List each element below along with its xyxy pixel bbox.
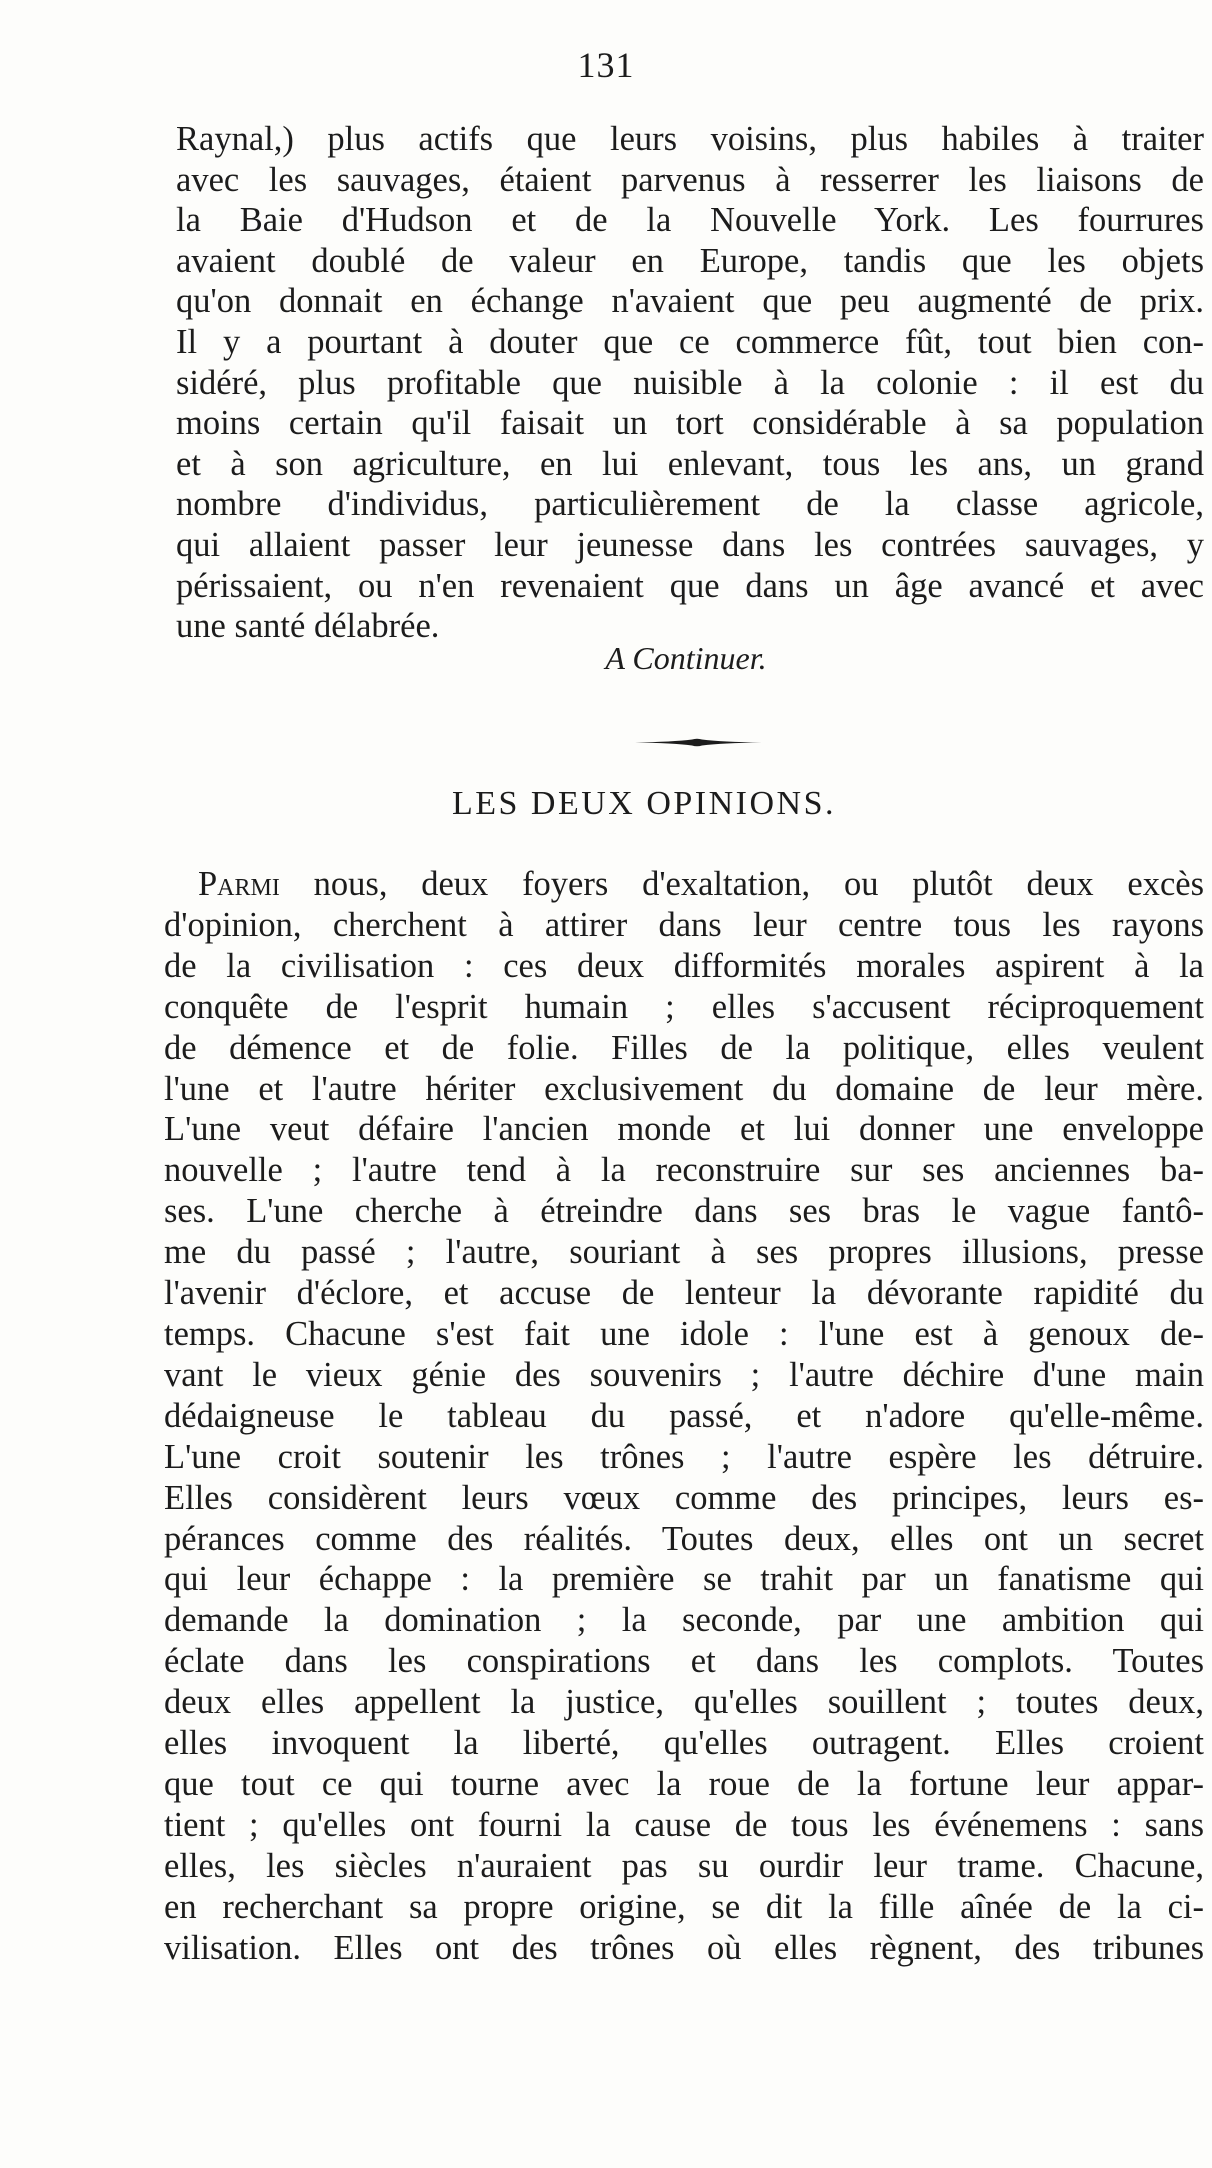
continued-text-line: qu'on donnait en échange n'avaient que peu augmenté de prix.	[176, 282, 1204, 321]
article-text-line: me du passé ; l'autre, souriant à ses propres illusions, presse	[164, 1233, 1204, 1272]
continued-text-line: Raynal,) plus actifs que leurs voisins, plus habiles à traiter	[176, 120, 1204, 158]
section-divider-ornament	[632, 738, 762, 747]
article-text-line: de la civilisation : ces deux difformités morales aspirent à la	[164, 946, 1204, 985]
continued-text-line: nombre d'individus, particulièrement de la classe agricole,	[176, 485, 1204, 524]
to-be-continued-note: A Continuer.	[605, 640, 767, 676]
article-text-line: Elles considèrent leurs vœux comme des principes, leurs es-	[164, 1478, 1204, 1517]
article-body	[164, 864, 1204, 1968]
article-text-line: de démence et de folie. Filles de la politique, elles veulent	[164, 1028, 1204, 1067]
article-text-line: conquête de l'esprit humain ; elles s'accusent réciproquement	[164, 987, 1204, 1026]
article-text-line: elles invoquent la liberté, qu'elles outragent. Elles croient	[164, 1724, 1204, 1763]
article-text-line: vilisation. Elles ont des trônes où elles règnent, des tribunes	[164, 1928, 1204, 1967]
article-text-line: pérances comme des réalités. Toutes deux, elles ont un secret	[164, 1519, 1204, 1558]
article-text-line: dédaigneuse le tableau du passé, et n'adore qu'elle-même.	[164, 1396, 1204, 1435]
article-first-line	[164, 864, 1204, 905]
continued-text-line: Il y a pourtant à douter que ce commerce fût, tout bien con-	[176, 322, 1204, 361]
continued-text-line: la Baie d'Hudson et de la Nouvelle York. Les fourrures	[176, 201, 1204, 240]
article-text-line: L'une croit soutenir les trônes ; l'autre espère les détruire.	[164, 1437, 1204, 1476]
article-first-word: Parmi	[198, 865, 280, 903]
article-first-line-rest: nous, deux foyers d'exaltation, ou plutôt deux excès	[279, 865, 1204, 903]
article-text-line: elles, les siècles n'auraient pas su ourdir leur trame. Chacune,	[164, 1846, 1204, 1885]
article-text-line: vant le vieux génie des souvenirs ; l'autre déchire d'une main	[164, 1355, 1204, 1394]
article-text-line: tient ; qu'elles ont fourni la cause de tous les événemens : sans	[164, 1805, 1204, 1844]
continued-text-line: et à son agriculture, en lui enlevant, tous les ans, un grand	[176, 444, 1204, 483]
continued-text-line: moins certain qu'il faisait un tort considérable à sa population	[176, 404, 1204, 443]
continued-text-line: avec les sauvages, étaient parvenus à resserrer les liaisons de	[176, 160, 1204, 199]
article-text-line: l'avenir d'éclore, et accuse de lenteur la dévorante rapidité du	[164, 1274, 1204, 1313]
article-text-line: que tout ce qui tourne avec la roue de la fortune leur appar-	[164, 1764, 1204, 1803]
article-text-line: temps. Chacune s'est fait une idole : l'une est à genoux de-	[164, 1314, 1204, 1353]
article-text-line: d'opinion, cherchent à attirer dans leur centre tous les rayons	[164, 905, 1204, 944]
article-text-line: ses. L'une cherche à étreindre dans ses bras le vague fantô-	[164, 1192, 1204, 1231]
continued-article-text	[176, 119, 1204, 647]
article-text-line: nouvelle ; l'autre tend à la reconstruire sur ses anciennes ba-	[164, 1151, 1204, 1190]
article-text-line: en recherchant sa propre origine, se dit la fille aînée de la ci-	[164, 1887, 1204, 1926]
article-text-line: demande la domination ; la seconde, par une ambition qui	[164, 1601, 1204, 1640]
continued-text-line: qui allaient passer leur jeunesse dans les contrées sauvages, y	[176, 525, 1204, 564]
continued-text-line: sidéré, plus profitable que nuisible à la colonie : il est du	[176, 363, 1204, 402]
article-title: LES DEUX OPINIONS.	[451, 785, 837, 822]
page-number: 131	[577, 45, 635, 85]
continued-text-line: avaient doublé de valeur en Europe, tandis que les objets	[176, 241, 1204, 280]
article-text-line: L'une veut défaire l'ancien monde et lui donner une enveloppe	[164, 1110, 1204, 1149]
continued-text-line: une santé délabrée.	[176, 607, 440, 646]
article-text-line: l'une et l'autre hériter exclusivement du domaine de leur mère.	[164, 1069, 1204, 1108]
article-text-line: qui leur échappe : la première se trahit par un fanatisme qui	[164, 1560, 1204, 1599]
article-text-line: éclate dans les conspirations et dans les complots. Toutes	[164, 1642, 1204, 1681]
continued-text-line: périssaient, ou n'en revenaient que dans un âge avancé et avec	[176, 566, 1204, 605]
article-text-line: deux elles appellent la justice, qu'elles souillent ; toutes deux,	[164, 1683, 1204, 1722]
